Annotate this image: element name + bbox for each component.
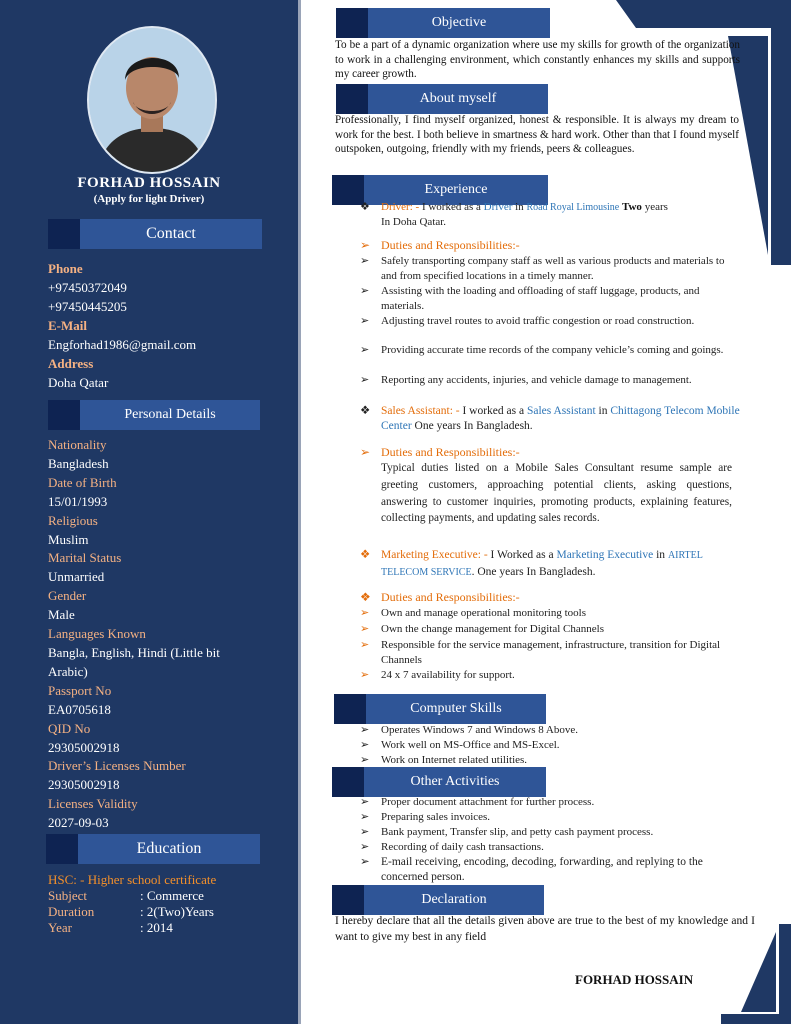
duty-item [360, 638, 740, 668]
job-sales-duties-text: Typical duties listed on a Mobile Sales Consultant resume sample are greeting customers, approaching potential clients, asking questions, answering to customer inquiries, promoting products, explaining features, collecting payments, and updating sales records. [381, 462, 732, 525]
job-driver [360, 200, 740, 230]
arrow-bullet-icon: ➢ [360, 623, 370, 635]
phone-label: Phone [48, 261, 83, 276]
objective-heading: Objective [368, 8, 550, 38]
qid-value: 29305002918 [48, 739, 120, 755]
computer-skills-header [334, 694, 546, 724]
license-validity-label: Licenses Validity [48, 796, 138, 812]
activity-item [360, 855, 750, 885]
gender-value: Male [48, 607, 75, 623]
activity-text: E-mail receiving, encoding, decoding, forwarding, and replying to the concerned person. [381, 856, 703, 883]
job-marketing-text-2: in [653, 549, 668, 561]
job-sales-text-3: One years In Bangladesh. [411, 420, 533, 432]
arrow-bullet-icon: ➢ [360, 255, 370, 267]
computer-skills-heading: Computer Skills [366, 694, 546, 724]
about-header [336, 84, 548, 114]
activity-text: Preparing sales invoices. [381, 811, 491, 823]
job-sales-title: Sales Assistant [381, 405, 450, 417]
edu-year-row [48, 920, 216, 936]
religion-label: Religious [48, 512, 98, 528]
job-sales-text-2: in [595, 405, 611, 417]
edu-duration-value: : 2(Two)Years [140, 904, 214, 919]
passport-label: Passport No [48, 682, 112, 698]
duty-text: 24 x 7 availability for support. [381, 669, 515, 681]
job-sales-assistant [360, 404, 740, 434]
activity-item [360, 825, 740, 840]
arrow-bullet-icon: ➢ [360, 344, 370, 356]
passport-value: EA0705618 [48, 701, 111, 717]
phone-2: +97450445205 [48, 299, 127, 314]
experience-heading: Experience [364, 175, 548, 205]
activity-item [360, 810, 740, 825]
arrow-bullet-icon: ➢ [360, 841, 370, 853]
skill-text: Work well on MS-Office and MS-Excel. [381, 739, 560, 751]
sidebar-divider [298, 0, 301, 1024]
arrow-bullet-icon: ➢ [360, 238, 371, 252]
duty-item [360, 314, 740, 329]
duty-item [360, 254, 740, 284]
skill-item [360, 753, 740, 768]
personal-heading: Personal Details [80, 400, 260, 430]
edu-duration-row [48, 904, 216, 920]
arrow-bullet-icon: ➢ [360, 811, 370, 823]
about-text: Professionally, I find myself organized, honest & responsible. It is always my dream to work for the best. I both believe in smartness & hard work. Other than that I found myself outspoken, outgoing, friendly with my friends, peers & colleagues. [335, 114, 739, 155]
nationality-label: Nationality [48, 437, 107, 452]
job-marketing-title: Marketing Executive: - [381, 549, 488, 561]
job-marketing-company: AIRTEL TELECOM SERVICE [381, 550, 703, 578]
job-driver-sep: : - [409, 201, 422, 213]
about-heading: About myself [368, 84, 548, 114]
duty-item [360, 343, 740, 358]
duty-text: Adjusting travel routes to avoid traffic congestion or road construction. [381, 315, 695, 327]
edu-year-value: : 2014 [140, 920, 173, 935]
duty-text: Own and manage operational monitoring tools [381, 607, 586, 619]
job-driver-duration: Two [621, 201, 642, 213]
arrow-bullet-icon: ➢ [360, 754, 370, 766]
job-driver-text-2: in [512, 201, 527, 213]
skill-text: Work on Internet related utilities. [381, 754, 528, 766]
job-sales-company: Chittagong Telecom Mobile Center [381, 405, 740, 432]
edu-year-label: Year [48, 920, 72, 935]
marital-value: Unmarried [48, 569, 105, 585]
arrow-bullet-icon: ➢ [360, 315, 370, 327]
arrow-bullet-icon: ➢ [360, 669, 370, 681]
diamond-bullet-icon: ❖ [360, 201, 370, 213]
job-driver-duties-label [360, 238, 740, 253]
arrow-bullet-icon: ➢ [360, 285, 370, 297]
religion-value: Muslim [48, 531, 89, 547]
hsc-title: HSC: - Higher school certificate [48, 872, 217, 887]
duty-text: Responsible for the service management, infrastructure, transition for Digital Channels [381, 639, 721, 666]
job-marketing-text-3: . One years In Bangladesh. [471, 566, 596, 578]
objective-header [336, 8, 550, 38]
email-value: Engforhad1986@gmail.com [48, 337, 197, 352]
job-driver-text-4: years [641, 201, 668, 213]
job-sales-duties [360, 460, 732, 527]
apply-for-text: (Apply for light Driver) [93, 193, 205, 205]
languages-value-2: Arabic) [48, 663, 88, 679]
edu-subject-label: Subject [48, 888, 87, 903]
duty-text: Providing accurate time records of the company vehicle’s coming and goings. [381, 344, 724, 356]
duty-text: Safely transporting company staff as well as various products and materials to and from specified locations in a timely manner. [381, 255, 725, 282]
languages-label: Languages Known [48, 626, 146, 642]
phone-1: +97450372049 [48, 280, 127, 295]
job-marketing-text-1: I Worked as a [490, 549, 557, 561]
job-marketing-duties-heading: Duties and Responsibilities:- [381, 590, 520, 604]
contact-heading: Contact [80, 219, 262, 249]
education-heading: Education [78, 834, 260, 864]
languages-value: Bangla, English, Hindi (Little bit [48, 644, 220, 660]
license-number-value: 29305002918 [48, 777, 120, 793]
activity-text: Proper document attachment for further process. [381, 796, 595, 808]
job-marketing [360, 547, 740, 581]
duty-text: Assisting with the loading and offloading of staff luggage, products, and materials. [381, 285, 700, 312]
job-driver-role: Driver [483, 201, 513, 213]
job-driver-duties-heading: Duties and Responsibilities:- [381, 238, 520, 252]
address-label: Address [48, 356, 94, 371]
job-sales-sep: : - [449, 405, 463, 417]
declaration-text: I hereby declare that all the details given above are true to the best of my knowledge and I want to give my best in any field [335, 915, 755, 943]
other-activities-header [332, 767, 546, 797]
education-header [46, 834, 260, 864]
job-sales-role: Sales Assistant [526, 405, 596, 417]
dob-label: Date of Birth [48, 474, 117, 490]
arrow-bullet-icon: ➢ [360, 724, 370, 736]
candidate-name: FORHAD HOSSAIN [77, 175, 221, 191]
arrow-bullet-icon: ➢ [360, 826, 370, 838]
skill-text: Operates Windows 7 and Windows 8 Above. [381, 724, 578, 736]
email-label: E-Mail [48, 318, 87, 333]
education-details [48, 872, 216, 936]
duty-item [360, 622, 740, 637]
address-value: Doha Qatar [48, 375, 109, 390]
edu-subject-value: : Commerce [140, 888, 204, 903]
diamond-bullet-icon: ❖ [360, 590, 371, 604]
edu-duration-label: Duration [48, 904, 95, 919]
skill-item [360, 723, 740, 738]
job-marketing-duties-label [360, 590, 740, 605]
license-number-label: Driver’s Licenses Number [48, 758, 186, 774]
job-sales-duties-heading: Duties and Responsibilities:- [381, 445, 520, 459]
license-validity-value: 2027-09-03 [48, 815, 109, 831]
job-driver-company: Road Royal Limousine [526, 202, 620, 213]
dob-value: 15/01/1993 [48, 493, 108, 509]
other-activities-heading: Other Activities [364, 767, 546, 797]
activity-text: Bank payment, Transfer slip, and petty cash payment process. [381, 826, 654, 838]
arrow-bullet-icon: ➢ [360, 445, 371, 459]
activity-item [360, 840, 740, 855]
objective-text: To be a part of a dynamic organization where use my skills for growth of the organization to work in a challenging environment, which constantly enhances my skills and supports my career growth. [335, 39, 740, 80]
activity-text: Recording of daily cash transactions. [381, 841, 544, 853]
duty-item [360, 284, 740, 314]
personal-header [48, 400, 260, 430]
profile-photo [87, 26, 217, 174]
qid-label: QID No [48, 720, 91, 736]
signature-name: FORHAD HOSSAIN [575, 972, 694, 987]
contact-details [48, 259, 196, 392]
arrow-bullet-icon: ➢ [360, 739, 370, 751]
job-driver-title: Driver [381, 201, 410, 213]
duty-text: Reporting any accidents, injuries, and vehicle damage to management. [381, 374, 692, 386]
job-sales-text-1: I worked as a [462, 405, 527, 417]
nationality-value: Bangladesh [48, 455, 109, 471]
declaration-heading: Declaration [364, 885, 544, 915]
arrow-bullet-icon: ➢ [360, 856, 370, 868]
arrow-bullet-icon: ➢ [360, 639, 370, 651]
arrow-bullet-icon: ➢ [360, 607, 370, 619]
edu-subject-row [48, 888, 216, 904]
job-marketing-role: Marketing Executive [556, 549, 654, 561]
diamond-bullet-icon: ❖ [360, 549, 371, 561]
job-sales-duties-label [360, 445, 740, 460]
duty-text: Own the change management for Digital Channels [381, 623, 604, 635]
job-driver-location: In Doha Qatar. [381, 216, 447, 228]
gender-label: Gender [48, 588, 87, 604]
skill-item [360, 738, 740, 753]
contact-header [48, 219, 262, 249]
declaration-header [332, 885, 544, 915]
diamond-bullet-icon: ❖ [360, 405, 371, 417]
duty-item [360, 668, 740, 683]
job-driver-text-1: I worked as a [421, 201, 484, 213]
arrow-bullet-icon: ➢ [360, 796, 370, 808]
marital-label: Marital Status [48, 550, 122, 566]
arrow-bullet-icon: ➢ [360, 374, 370, 386]
duty-item [360, 373, 740, 388]
personal-details [48, 436, 220, 833]
duty-item [360, 606, 740, 621]
activity-item [360, 795, 740, 810]
